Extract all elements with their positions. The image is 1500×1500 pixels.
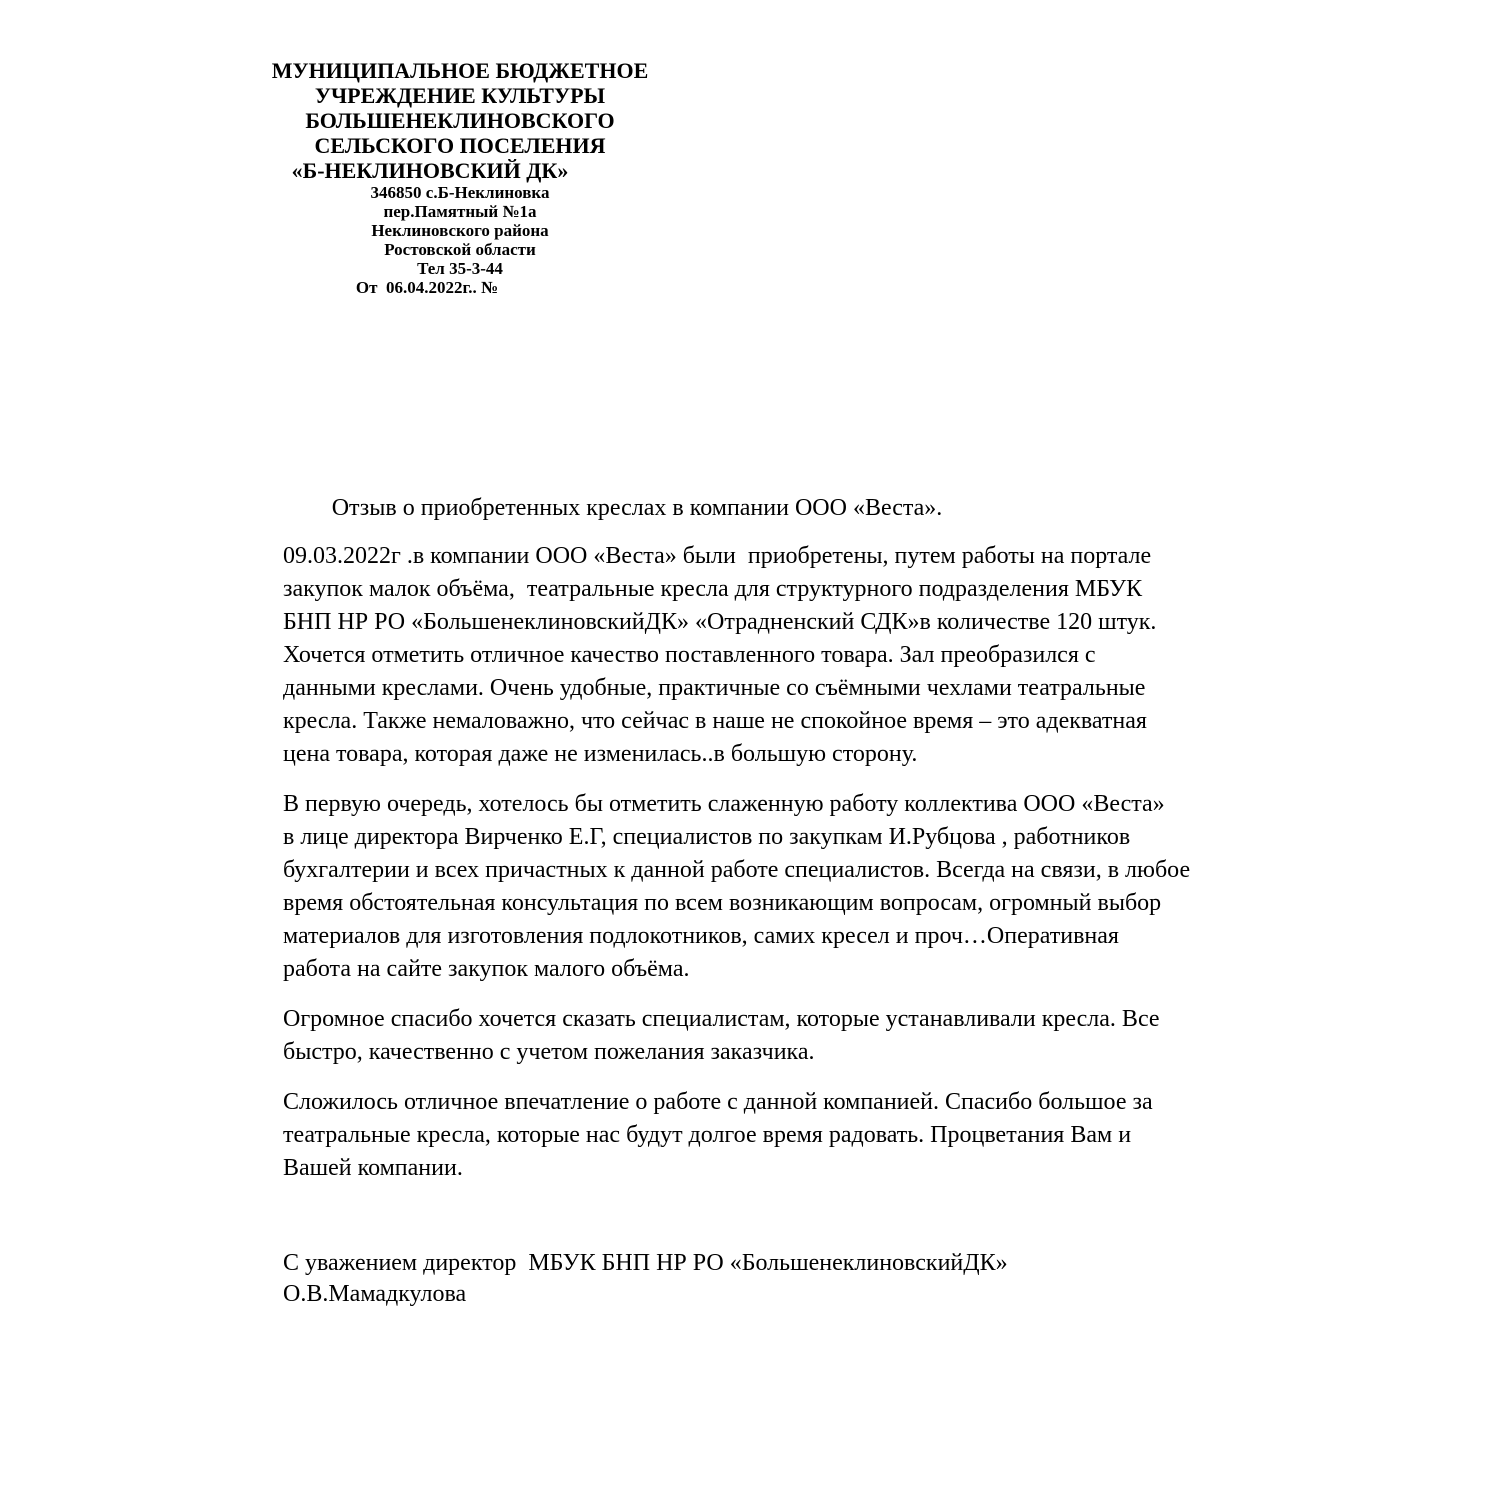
body-line: Огромное спасибо хочется сказать специалистам, которые устанавливали кресла. Все <box>283 1006 1160 1032</box>
signature-block <box>283 1248 1218 1310</box>
signature-role-line: С уважением директор МБУК БНП НР РО «БольшенеклиновскийДК» <box>283 1250 1008 1276</box>
address-line: пер.Памятный №1а <box>383 202 537 221</box>
address-line: Неклиновского района <box>371 221 549 240</box>
signature-name-line: О.В.Мамадкулова <box>283 1281 467 1307</box>
date-reference-line: От 06.04.2022г.. № <box>355 278 499 297</box>
body-line: БНП НР РО «БольшенеклиновскийДК» «Отрадненский СДК»в количестве 120 штук. <box>283 609 1157 635</box>
paragraph <box>283 540 1218 771</box>
phone-line: Тел 35-3-44 <box>417 259 503 278</box>
letterhead <box>230 58 690 297</box>
body-line: Сложилось отличное впечатление о работе с данной компанией. Спасибо большое за <box>283 1089 1153 1115</box>
body-line: цена товара, которая даже не изменилась..в большую сторону. <box>283 741 918 767</box>
body-line: 09.03.2022г .в компании ООО «Веста» были приобретены, путем работы на портале <box>283 543 1152 569</box>
paragraph <box>283 1086 1218 1185</box>
paragraph <box>283 1003 1218 1069</box>
org-name-line: УЧРЕЖДЕНИЕ КУЛЬТУРЫ <box>314 83 606 108</box>
body-line: театральные кресла, которые нас будут долгое время радовать. Процветания Вам и <box>283 1122 1132 1148</box>
org-name-line: «Б-НЕКЛИНОВСКИЙ ДК» <box>291 158 569 183</box>
org-name-line: БОЛЬШЕНЕКЛИНОВСКОГО <box>305 108 615 133</box>
body-line: в лице директора Вирченко Е.Г, специалистов по закупкам И.Рубцова , работников <box>283 824 1131 850</box>
body-line: работа на сайте закупок малого объёма. <box>283 956 690 982</box>
document-body <box>283 540 1218 1310</box>
body-line: кресла. Также немаловажно, что сейчас в наше не спокойное время – это адекватная <box>283 708 1147 734</box>
org-name-line: СЕЛЬСКОГО ПОСЕЛЕНИЯ <box>314 133 606 158</box>
paragraph <box>283 788 1218 986</box>
org-name-line: МУНИЦИПАЛЬНОЕ БЮДЖЕТНОЕ <box>271 58 649 83</box>
body-line: В первую очередь, хотелось бы отметить слаженную работу коллектива ООО «Веста» <box>283 791 1165 817</box>
body-line: время обстоятельная консультация по всем возникающим вопросам, огромный выбор <box>283 890 1162 916</box>
body-line: Вашей компании. <box>283 1155 463 1181</box>
body-line: данными креслами. Очень удобные, практичные со съёмными чехлами театральные <box>283 675 1146 701</box>
body-line: Хочется отметить отличное качество поставленного товара. Зал преобразился с <box>283 642 1096 668</box>
body-line: бухгалтерии и всех причастных к данной работе специалистов. Всегда на связи, в любое <box>283 857 1191 883</box>
document-title: Отзыв о приобретенных креслах в компании ООО «Веста». <box>331 495 943 521</box>
body-line: быстро, качественно с учетом пожелания заказчика. <box>283 1039 815 1065</box>
address-line: Ростовской области <box>384 240 536 259</box>
body-line: закупок малок объёма, театральные кресла для структурного подразделения МБУК <box>283 576 1143 602</box>
body-line: материалов для изготовления подлокотников, самих кресел и проч…Оперативная <box>283 923 1119 949</box>
address-line: 346850 с.Б-Неклиновка <box>370 183 550 202</box>
